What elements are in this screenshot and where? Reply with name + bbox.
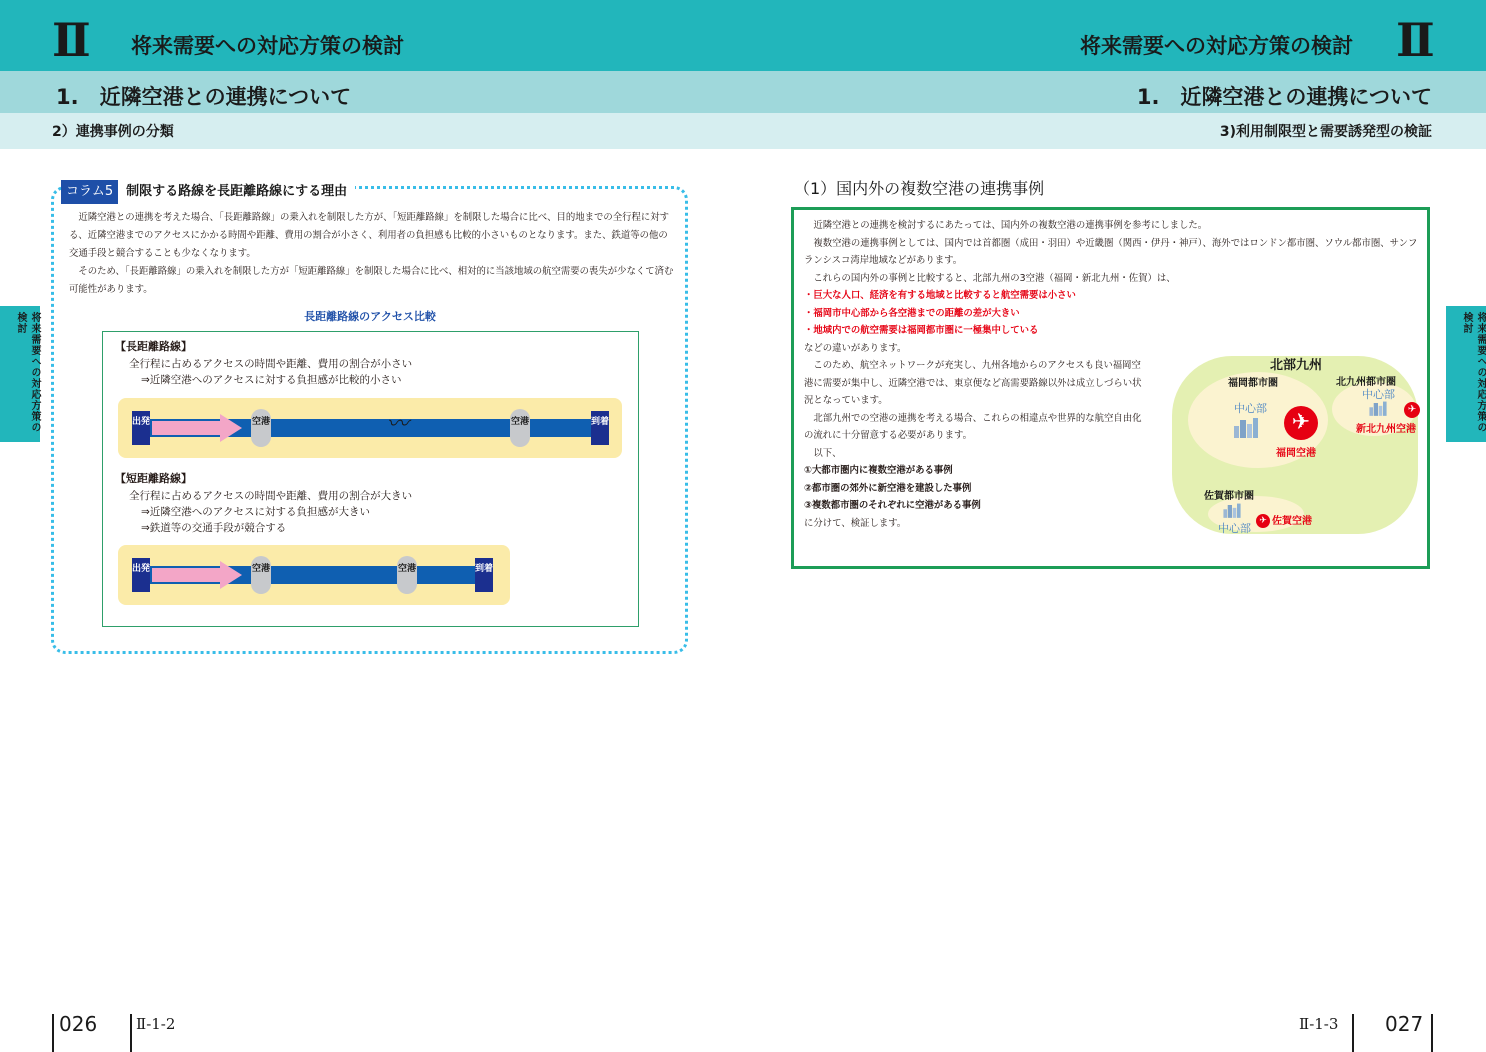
right-paragraph: 複数空港の連携事例としては、国内では首都圏（成田・羽田）や近畿圏（関西・伊丹・神戸）、海外ではロンドン都市圏、ソウル都市圏、サンフランシスコ湾岸地域などがあります。 [804,237,1418,266]
right-paragraph: などの違いがあります。 [804,342,907,354]
north-kyushu-map [1172,356,1418,534]
footer-rule [52,1014,54,1052]
depart-box: 出発 [132,558,150,592]
side-tab-right[interactable] [1446,306,1486,442]
column-title: 制限する路線を長距離路線にする理由 [118,180,355,204]
building-icon [1368,400,1388,416]
red-point: ・福岡市中心部から各空港までの距離の差が大きい [804,307,1020,319]
kitakyushu-area-label: 北九州都市圏 [1336,377,1396,388]
right-paragraph: これらの国内外の事例と比較すると、北部九州の3空港（福岡・新北九州・佐賀）は、 [813,272,1176,284]
right-paragraph: 北部九州での空港の連携を考える場合、これらの相違点や世界的な航空自由化の流れに十分留意する必要があります。 [804,412,1142,441]
map-title: 北部九州 [1270,358,1323,373]
column-body [69,209,674,299]
airport-oval: 空港 [251,409,271,447]
airport-oval: 空港 [397,556,417,594]
figure-title: 長距離路線のアクセス比較 [304,310,436,323]
long-route-line2: ⇒近隣空港へのアクセスに対する負担感が比較的小さい [141,374,402,386]
page-number-right: 027 [1385,1012,1424,1036]
column-paragraph: 近隣空港との連携を考えた場合、「長距離路線」の乗入れを制限した方が、「短距離路線」を制限した場合に比べ、目的地までの全行程に対する、近隣空港までのアクセスにかかる時間や距離、費用の割合が小さく、利用者の負担感も比較的小さいものとなります。また、鉄道等の他の交通手段と競合することも少なくなります。 [69,212,670,259]
access-arrow-head [220,561,242,589]
chapter-title-right: 将来需要への対応方策の検討 [1080,34,1353,58]
arrive-box: 到着 [475,558,493,592]
short-route-heading: 【短距離路線】 [115,472,192,485]
arrive-box: 到着 [591,411,609,445]
kitakyushu-center-label: 中心部 [1362,388,1395,401]
page-number-left: 026 [59,1012,98,1036]
case-item: ①大都市圏内に複数空港がある事例 [804,465,953,476]
depart-box: 出発 [132,411,150,445]
right-paragraph: 以下、 [813,447,842,459]
column-paragraph: そのため、「長距離路線」の乗入れを制限した方が「短距離路線」を制限した場合に比べ、相対的に当該地域の航空需要の喪失が少なくて済む可能性があります。 [69,266,674,295]
right-paragraph: 近隣空港との連携を検討するにあたっては、国内外の複数空港の連携事例を参考にしました。 [813,220,1208,231]
airport-oval: 空港 [510,409,530,447]
chapter-roman-right: Ⅱ [1396,13,1433,67]
right-heading: （1）国内外の複数空港の連携事例 [794,179,1045,198]
fukuoka-area-label: 福岡都市圏 [1228,378,1278,389]
case-item: ③複数都市圏のそれぞれに空港がある事例 [804,500,981,511]
kitakyushu-airport-label: 新北九州空港 [1356,424,1416,435]
side-tab-label: 将来需要への対応方策の検討 [1461,312,1486,433]
chapter-title-left: 将来需要への対応方策の検討 [131,34,404,58]
subsection-title-right: 3)利用制限型と需要誘発型の検証 [1219,124,1432,140]
access-arrow [152,568,220,582]
airport-oval: 空港 [251,556,271,594]
footer-rule [1352,1014,1354,1052]
red-point: ・巨大な人口、経済を有する地域と比較すると航空需要は小さい [804,290,1076,301]
section-title-left: 1. 近隣空港との連携について [56,85,352,109]
red-point: ・地域内での航空需要は福岡都市圏に一極集中している [804,325,1039,336]
column-number: コラム5 [61,180,118,204]
saga-airport-label: 佐賀空港 [1272,516,1312,527]
short-route-line2: ⇒近隣空港へのアクセスに対する負担感が大きい [141,506,370,518]
right-paragraph: に分けて、検証します。 [804,517,907,529]
footer-rule [130,1014,132,1052]
long-route-heading: 【長距離路線】 [115,340,192,353]
right-paragraph: このため、航空ネットワークが充実し、九州各地からのアクセスも良い福岡空港に需要が集中し、近隣空港では、東京便など高需要路線以外は成立しづらい状況となっています。 [804,360,1142,406]
short-route-line3: ⇒鉄道等の交通手段が競合する [141,522,287,534]
fukuoka-center-label: 中心部 [1234,402,1267,415]
building-icon [1222,502,1242,518]
saga-airport-plane-icon: ✈ [1256,514,1270,528]
section-title-right: 1. 近隣空港との連携について [1136,85,1432,109]
page-sub-left: Ⅱ-1-2 [136,1015,176,1033]
chapter-roman-left: Ⅱ [52,13,89,67]
footer-rule [1431,1014,1433,1052]
side-tab-left[interactable] [0,306,40,442]
side-tab-label: 将来需要への対応方策の検討 [15,312,40,433]
page-sub-right: Ⅱ-1-3 [1299,1015,1339,1033]
fukuoka-airport-label: 福岡空港 [1276,448,1316,459]
break-mark: 〰 [384,412,414,437]
case-item: ②都市圏の郊外に新空港を建設した事例 [804,482,972,494]
access-arrow [152,421,220,435]
saga-center-label: 中心部 [1218,522,1251,535]
short-route-line1: 全行程に占めるアクセスの時間や距離、費用の割合が大きい [129,490,413,502]
saga-area-label: 佐賀都市圏 [1204,491,1254,502]
long-route-line1: 全行程に占めるアクセスの時間や距離、費用の割合が小さい [129,358,413,370]
building-icon [1232,416,1260,438]
fukuoka-airport-plane-icon: ✈ [1284,406,1318,440]
subsection-title-left: 2）連携事例の分類 [52,124,174,140]
access-arrow-head [220,414,242,442]
kitakyushu-airport-plane-icon: ✈ [1404,402,1420,418]
column-tag [61,180,355,204]
